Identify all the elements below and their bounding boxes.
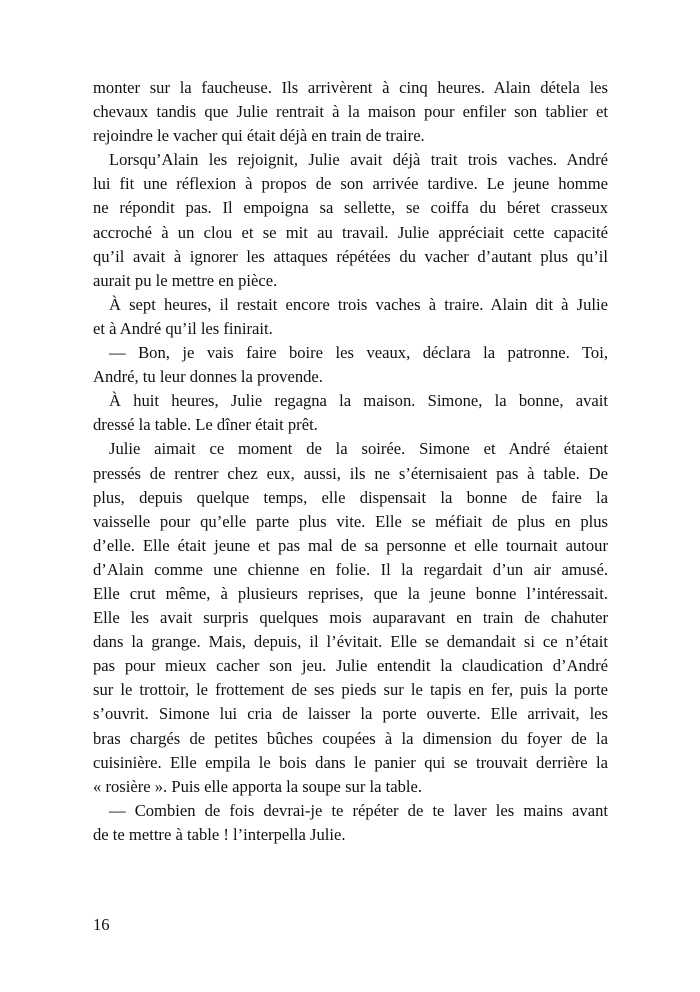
text-line: vaisselle pour qu’elle parte plus vite. Elle se méfiait de plus en plus [93,511,608,531]
page-number: 16 [93,915,110,934]
text-line: de te mettre à table ! l’interpella Julie. [93,824,346,844]
text-line: « rosière ». Puis elle apporta la soupe sur la table. [93,776,423,796]
text-line: et à André qu’il les finirait. [93,318,273,338]
text-line: À sept heures, il restait encore trois vaches à traire. Alain dit à Julie [109,294,608,314]
text-line: pas pour mieux cacher son jeu. Julie entendit la claudication d’André [93,656,608,676]
paragraph [93,148,608,293]
page-body-text [93,76,608,847]
text-line: Elle crut même, à plusieurs reprises, que la jeune bonne l’intéressait. [93,583,608,603]
text-line: cuisinière. Elle empila le bois dans le panier qui se trouvait derrière la [93,752,608,772]
text-line: accroché à un clou et se mit au travail. Julie appréciait cette capacité [93,222,608,242]
text-line: André, tu leur donnes la provende. [93,367,323,387]
text-line: chevaux tandis que Julie rentrait à la maison pour enfiler son tablier et [93,102,608,122]
paragraph [93,389,608,437]
text-line: Elle les avait surpris quelques mois auparavant en train de chahuter [93,608,608,628]
text-line: ne répondit pas. Il empoigna sa sellette, se coiffa du béret crasseux [93,198,608,218]
text-line: — Combien de fois devrai-je te répéter de te laver les mains avant [109,800,608,820]
paragraph [93,293,608,341]
paragraph [93,341,608,389]
paragraph [93,799,608,847]
text-line: Lorsqu’Alain les rejoignit, Julie avait déjà trait trois vaches. André [109,150,608,170]
text-line: monter sur la faucheuse. Ils arrivèrent à cinq heures. Alain détela les [93,78,608,97]
text-line: s’ouvrit. Simone lui cria de laisser la porte ouverte. Elle arrivait, les [93,704,608,724]
text-line: dressé la table. Le dîner était prêt. [93,415,318,435]
text-line: d’Alain comme une chienne en folie. Il la regardait d’un air amusé. [93,559,608,579]
text-line: sur le trottoir, le frottement de ses pieds sur le tapis en fer, puis la porte [93,680,608,700]
text-line: dans la grange. Mais, depuis, il l’évitait. Elle se demandait si ce n’était [93,632,608,652]
text-line: Julie aimait ce moment de la soirée. Simone et André étaient [109,439,608,459]
text-line: rejoindre le vacher qui était déjà en train de traire. [93,126,425,146]
text-line: plus, depuis quelque temps, elle dispensait la bonne de faire la [93,487,608,507]
text-line: aurait pu le mettre en pièce. [93,270,278,290]
text-line: À huit heures, Julie regagna la maison. Simone, la bonne, avait [109,391,608,411]
paragraph [93,437,608,798]
text-line: bras chargés de petites bûches coupées à la dimension du foyer de la [93,728,608,748]
paragraph [93,76,608,148]
text-line: d’elle. Elle était jeune et pas mal de sa personne et elle tournait autour [93,535,608,555]
text-line: qu’il avait à ignorer les attaques répétées du vacher d’autant plus qu’il [93,246,608,266]
text-line: lui fit une réflexion à propos de son arrivée tardive. Le jeune homme [93,174,608,194]
text-line: — Bon, je vais faire boire les veaux, déclara la patronne. Toi, [109,343,608,363]
text-line: pressés de rentrer chez eux, aussi, ils ne s’éternisaient pas à table. De [93,463,608,483]
